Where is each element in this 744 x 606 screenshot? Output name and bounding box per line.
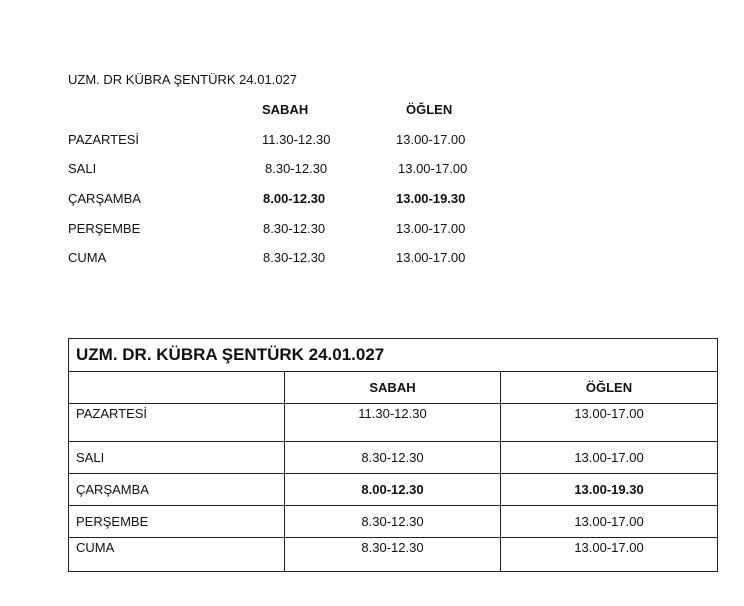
table-row — [69, 474, 718, 506]
plain-row-afternoon: 13.00-17.00 — [398, 161, 468, 176]
plain-row-day: ÇARŞAMBA — [68, 191, 141, 206]
plain-header-morning: SABAH — [262, 102, 309, 117]
morning-cell: 8.30-12.30 — [285, 538, 501, 572]
morning-cell: 8.30-12.30 — [285, 506, 501, 538]
plain-row-afternoon: 13.00-17.00 — [396, 221, 466, 236]
table-row — [69, 404, 718, 442]
plain-row-morning: 8.30-12.30 — [263, 221, 326, 236]
plain-schedule-title: UZM. DR KÜBRA ŞENTÜRK 24.01.027 — [68, 72, 298, 87]
morning-cell: 8.30-12.30 — [285, 442, 501, 474]
day-cell: PAZARTESİ — [69, 404, 285, 442]
afternoon-cell: 13.00-17.00 — [501, 404, 718, 442]
afternoon-cell: 13.00-17.00 — [501, 506, 718, 538]
plain-row-afternoon: 13.00-19.30 — [396, 191, 466, 206]
plain-row-morning: 8.30-12.30 — [263, 250, 326, 265]
plain-header-afternoon: ÖĞLEN — [406, 102, 453, 117]
bordered-schedule-table — [68, 338, 718, 572]
header-afternoon: ÖĞLEN — [501, 372, 718, 404]
plain-row-day: SALI — [68, 161, 97, 176]
plain-row-afternoon: 13.00-17.00 — [396, 132, 466, 147]
table-row — [69, 506, 718, 538]
morning-cell: 8.00-12.30 — [285, 474, 501, 506]
afternoon-cell: 13.00-17.00 — [501, 538, 718, 572]
table-row — [69, 442, 718, 474]
morning-cell: 11.30-12.30 — [285, 404, 501, 442]
day-cell: SALI — [69, 442, 285, 474]
day-cell: ÇARŞAMBA — [69, 474, 285, 506]
plain-row-afternoon: 13.00-17.00 — [396, 250, 466, 265]
plain-row-day: PAZARTESİ — [68, 132, 140, 147]
table-title: UZM. DR. KÜBRA ŞENTÜRK 24.01.027 — [69, 339, 718, 372]
afternoon-cell: 13.00-17.00 — [501, 442, 718, 474]
table-header-row — [69, 372, 718, 404]
plain-row-morning: 11.30-12.30 — [262, 132, 331, 147]
table-title-row — [69, 339, 718, 372]
header-morning: SABAH — [285, 372, 501, 404]
day-cell: CUMA — [69, 538, 285, 572]
afternoon-cell: 13.00-19.30 — [501, 474, 718, 506]
empty-header-cell — [69, 372, 285, 404]
plain-row-morning: 8.30-12.30 — [265, 161, 328, 176]
plain-schedule — [0, 0, 744, 300]
plain-row-morning: 8.00-12.30 — [263, 191, 326, 206]
plain-row-day: PERŞEMBE — [68, 221, 141, 236]
day-cell: PERŞEMBE — [69, 506, 285, 538]
plain-row-day: CUMA — [68, 250, 107, 265]
table-row — [69, 538, 718, 572]
